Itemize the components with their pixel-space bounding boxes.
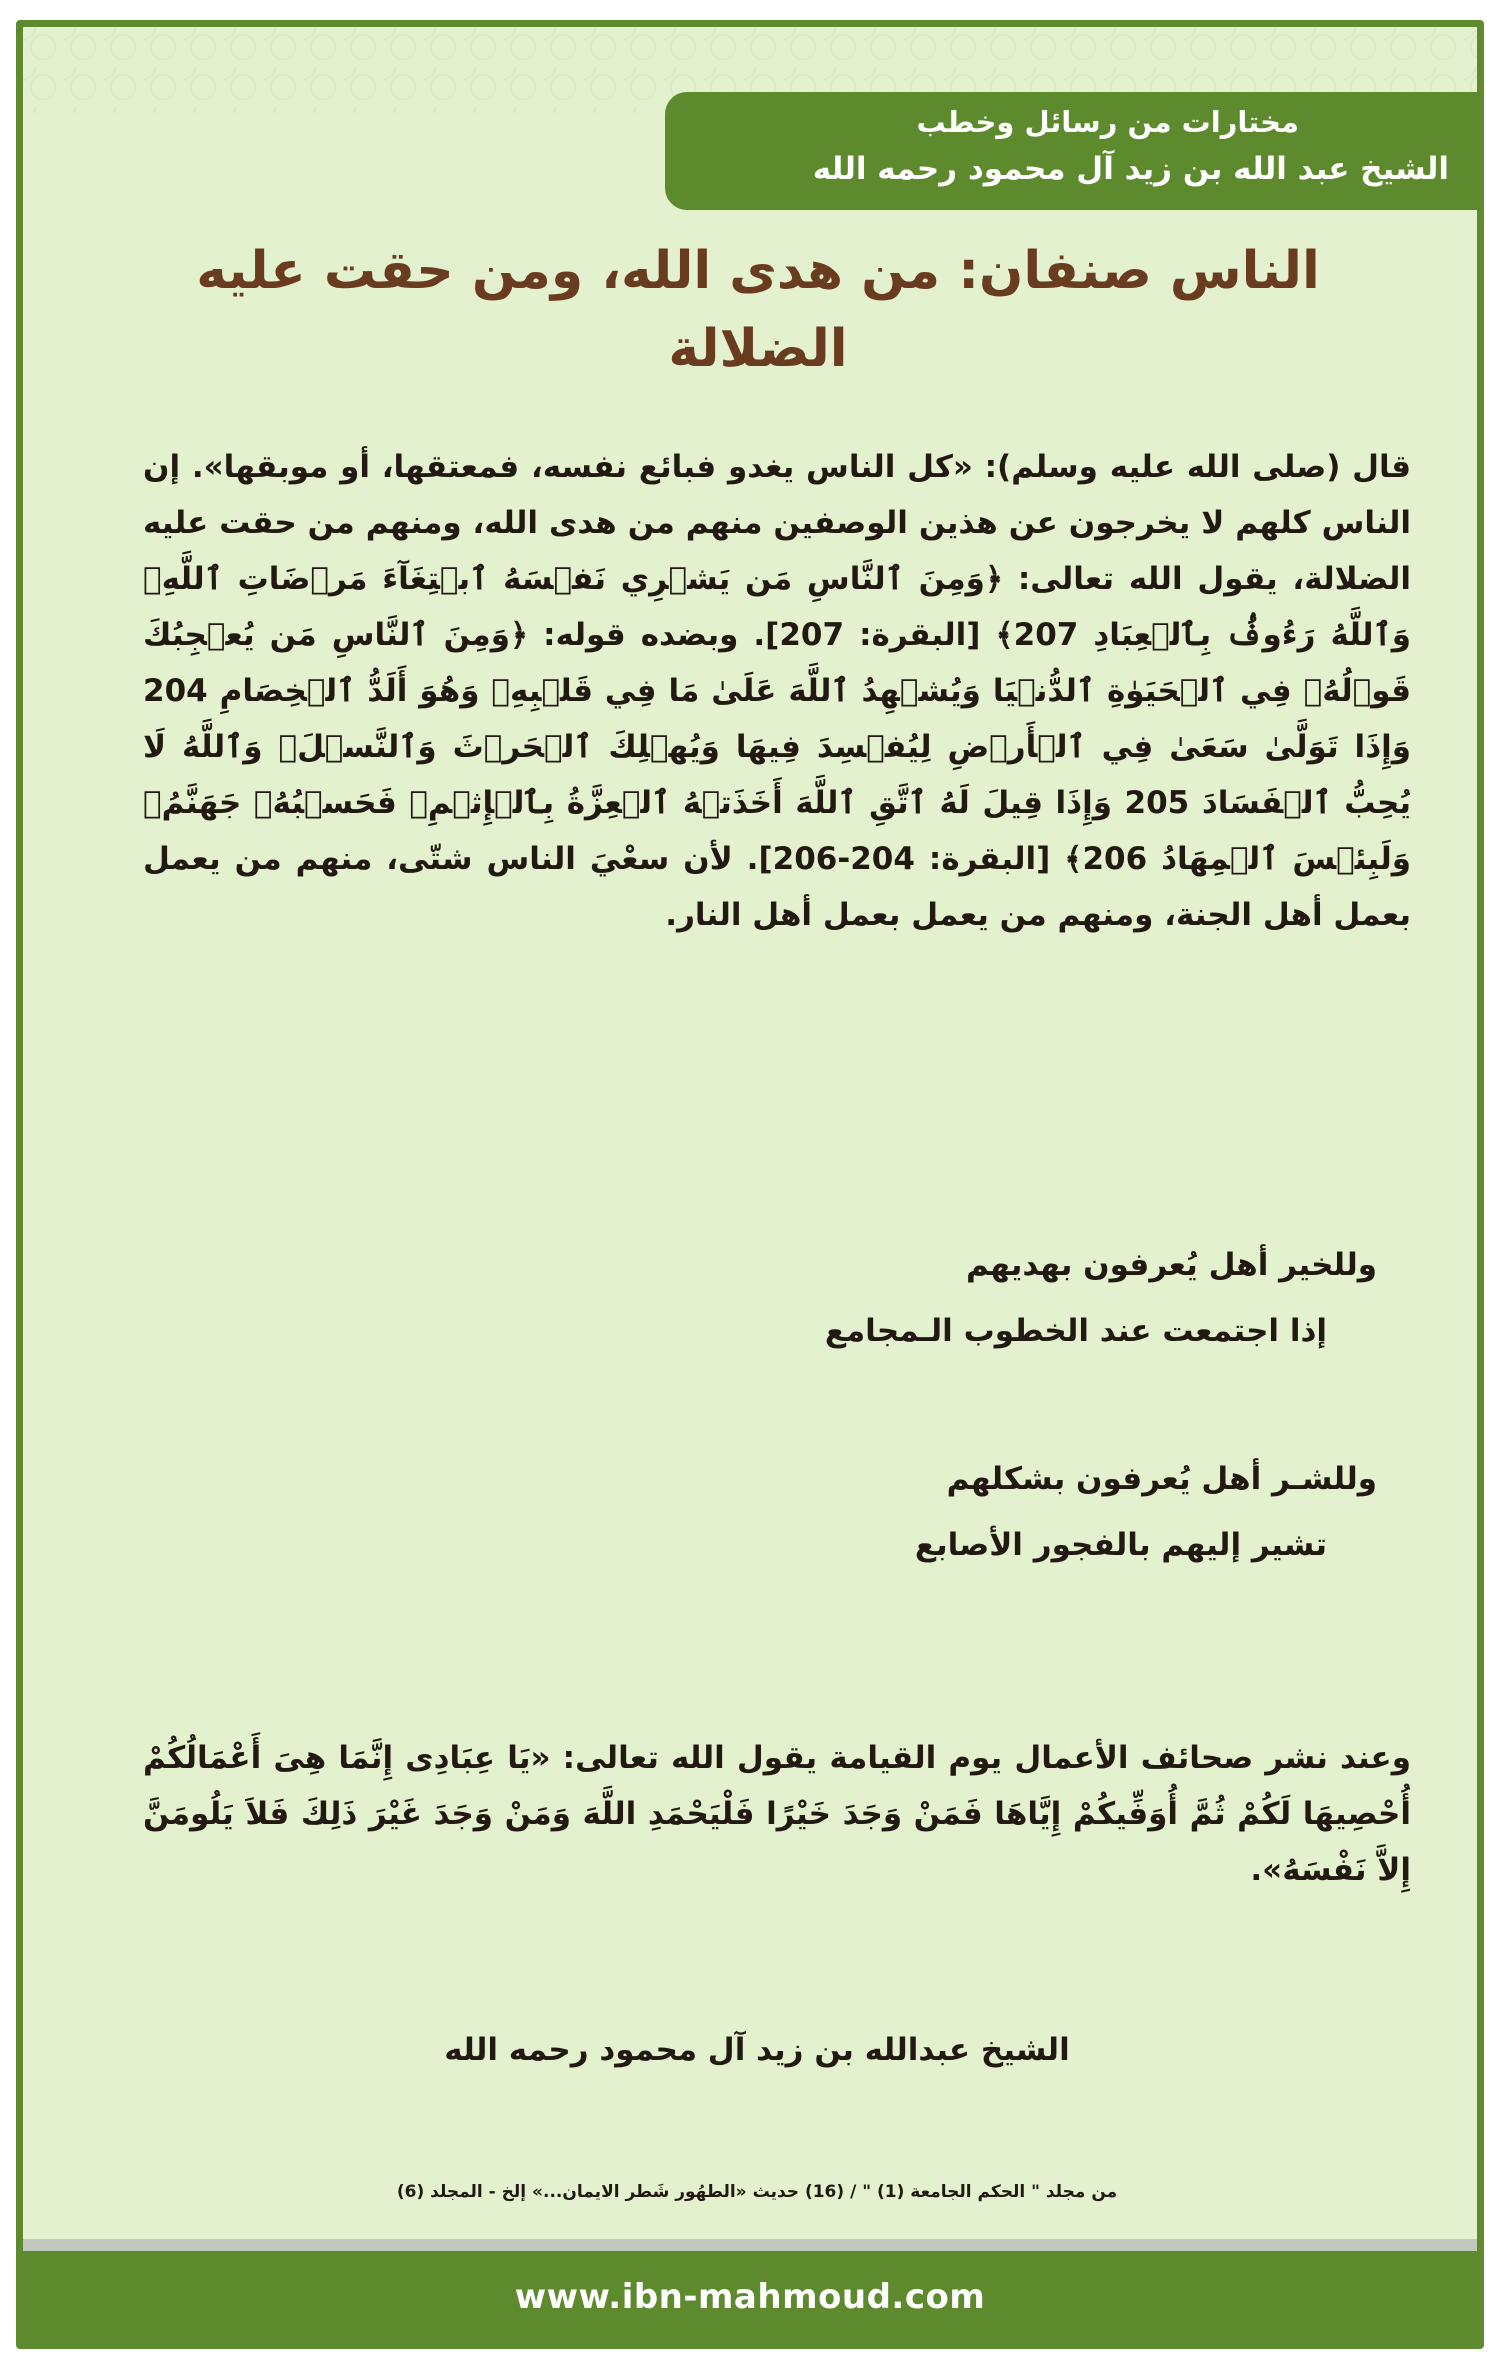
header-author: الشيخ عبد الله بن زيد آل محمود رحمه الله (812, 151, 1449, 187)
body-paragraph-2: وعند نشر صحائف الأعمال يوم القيامة يقول الله تعالى: «يَا عِبَادِى إِنَّمَا هِىَ أَعْمَالُكُمْ أُحْصِيهَا لَكُمْ ثُمَّ أُوَفِّيكُمْ إِيَّاهَا فَمَنْ وَجَدَ خَيْرًا فَلْيَحْمَدِ اللَّهَ وَمَنْ وَجَدَ غَيْرَ ذَلِكَ فَلاَ يَلُومَنَّ إِلاَّ نَفْسَهُ». (143, 1740, 1411, 1888)
page-frame (16, 20, 1484, 2349)
page-title: الناس صنفان: من هدى الله، ومن حقت عليه الضلالة (196, 241, 1320, 379)
poem-verse-2-line-2: تشير إليهم بالفجور الأصابع (914, 1527, 1327, 1563)
header-series-title: مختارات من رسائل وخطب (916, 105, 1299, 139)
body-paragraph-1: قال (صلى الله عليه وسلم): «كل الناس يغدو فبائع نفسه، فمعتقها، أو موبقها». إن الناس كلهم لا يخرجون عن هذين الوصفين منهم من هدى الله، ومنهم من حقت عليه الضلالة، يقول الله تعالى: ﴿وَمِنَ ٱلنَّاسِ مَن يَشۡرِي نَفۡسَهُ ٱبۡتِغَآءَ مَرۡضَاتِ ٱللَّهِۚ وَٱللَّهُ رَءُوفُۢ بِٱلۡعِبَادِ 207﴾ [البقرة: 207]. وبضده قوله: ﴿وَمِنَ ٱلنَّاسِ مَن يُعۡجِبُكَ قَوۡلُهُۥ فِي ٱلۡحَيَوٰةِ ٱلدُّنۡيَا وَيُشۡهِدُ ٱللَّهَ عَلَىٰ مَا فِي قَلۡبِهِۦ وَهُوَ أَلَدُّ ٱلۡخِصَامِ 204 وَإِذَا تَوَلَّىٰ سَعَىٰ فِي ٱلۡأَرۡضِ لِيُفۡسِدَ فِيهَا وَيُهۡلِكَ ٱلۡحَرۡثَ وَٱلنَّسۡلَۚ وَٱللَّهُ لَا يُحِبُّ ٱلۡفَسَادَ 205 وَإِذَا قِيلَ لَهُ ٱتَّقِ ٱللَّهَ أَخَذَتۡهُ ٱلۡعِزَّةُ بِٱلۡإِثۡمِۚ فَحَسۡبُهُۥ جَهَنَّمُۖ وَلَبِئۡسَ ٱلۡمِهَادُ 206﴾ [البقرة: 204-206]. لأن سعْيَ الناس شتّى، منهم من يعمل بعمل أهل الجنة، ومنهم من يعمل بعمل أهل النار. (143, 449, 1411, 933)
footer-bar (23, 2239, 1477, 2342)
header-banner (665, 92, 1477, 210)
source-citation: من مجلد " الحكم الجامعة (1) " / (16) حديث «الطهُور شَطر الايمان...» إلخ - المجلد (6) (396, 2182, 1118, 2202)
poem-verse-1-line-2: إذا اجتمعت عند الخطوب الـمجامع (824, 1313, 1327, 1349)
poem-verse-1-line-1: وللخير أهل يُعرفون بهديهم (965, 1247, 1377, 1283)
website-link[interactable]: www.ibn-mahmoud.com (514, 2276, 986, 2317)
signature: الشيخ عبدالله بن زيد آل محمود رحمه الله (444, 2032, 1070, 2068)
poem-verse-2-line-1: وللشـر أهل يُعرفون بشكلهم (946, 1461, 1377, 1497)
